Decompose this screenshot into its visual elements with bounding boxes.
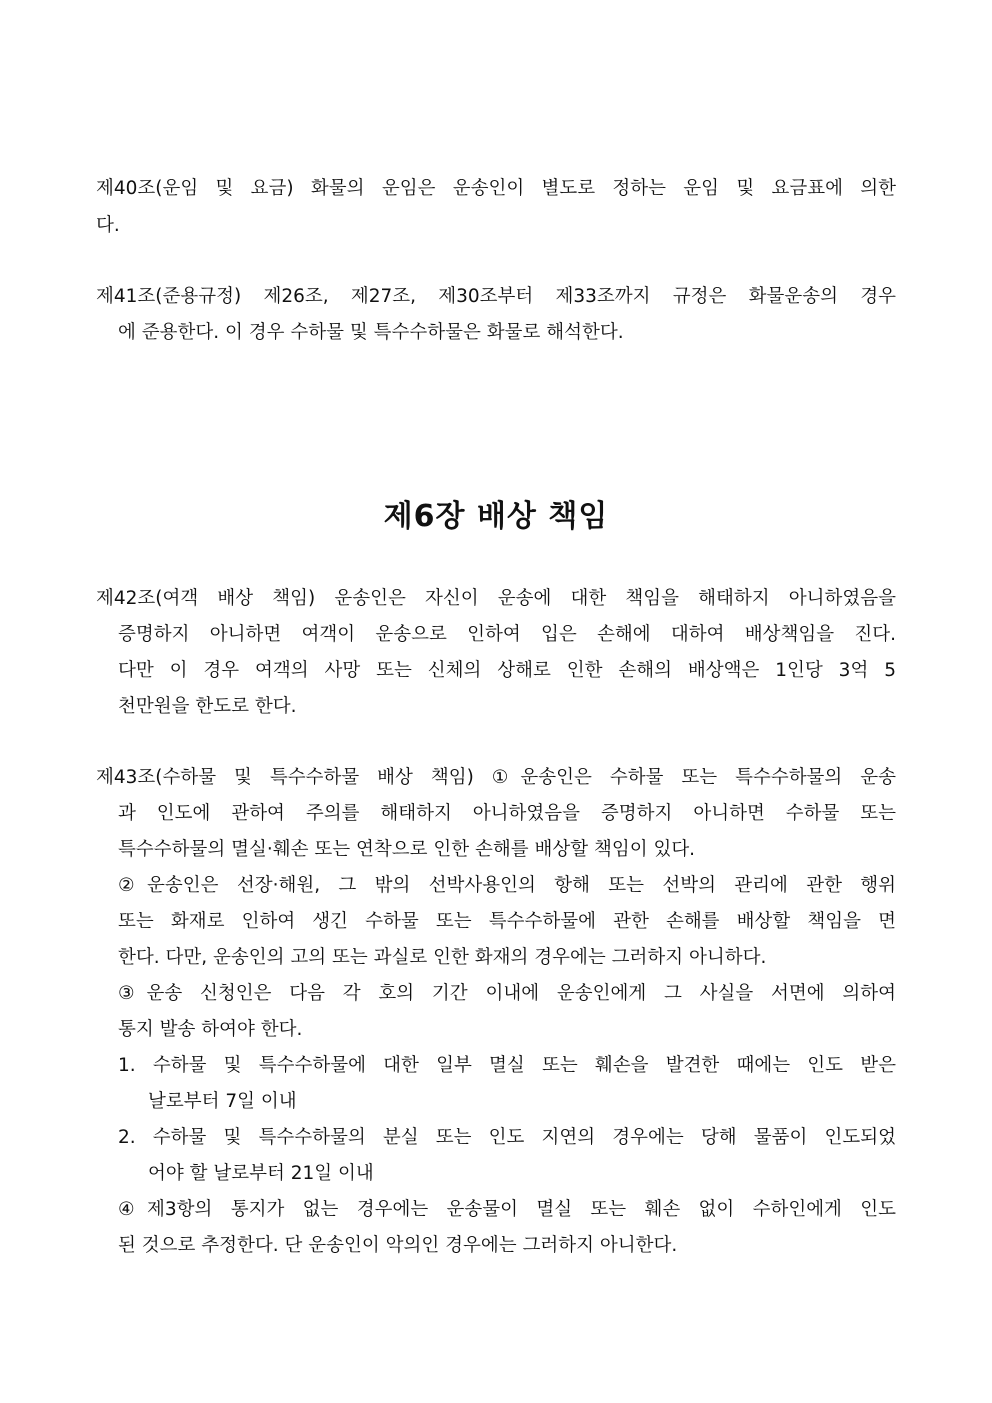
article-43-line-3: 특수수하물의 멸실·훼손 또는 연착으로 인한 손해를 배상할 책임이 있다. [118, 839, 696, 860]
article-43-clause-3-line-1: ③운송 신청인은 다음 각 호의 기간 이내에 운송인에게 그 사실을 서면에 의하여 [118, 983, 896, 1004]
article-43-item-2-line-2: 어야 할 날로부터 21일 이내 [148, 1163, 374, 1184]
article-43-line-1: 제43조(수하물 및 특수수하물 배상 책임) ①운송인은 수하물 또는 특수수하물의 운송 [96, 767, 896, 788]
article-42-line-2: 증명하지 아니하면 여객이 운송으로 인하여 입은 손해에 대하여 배상책임을 진다. [118, 624, 896, 645]
article-42-line-4: 천만원을 한도로 한다. [118, 696, 297, 717]
article-41-line-2: 에 준용한다. 이 경우 수하물 및 특수수하물은 화물로 해석한다. [118, 322, 624, 343]
article-42-line-3: 다만 이 경우 여객의 사망 또는 신체의 상해로 인한 손해의 배상액은 1인당 3억 5 [118, 660, 896, 681]
article-40-line-1: 제40조(운임 및 요금) 화물의 운임은 운송인이 별도로 정하는 운임 및 요금표에 의한 [96, 178, 896, 199]
article-41-line-1: 제41조(준용규정) 제26조, 제27조, 제30조부터 제33조까지 규정은 화물운송의 경우 [96, 286, 896, 307]
chapter-title: 제6장 배상 책임 [383, 499, 609, 534]
article-43-clause-4-line-1: ④제3항의 통지가 없는 경우에는 운송물이 멸실 또는 훼손 없이 수하인에게 인도 [118, 1199, 896, 1220]
article-43-item-2-line-1: 2. 수하물 및 특수수하물의 분실 또는 인도 지연의 경우에는 당해 물품이 인도되었 [118, 1127, 896, 1148]
article-40-line-2: 다. [96, 215, 120, 236]
article-43-item-1-line-2: 날로부터 7일 이내 [148, 1091, 297, 1112]
article-43-clause-3-line-2: 통지 발송 하여야 한다. [118, 1019, 303, 1040]
article-43-item-1-line-1: 1. 수하물 및 특수수하물에 대한 일부 멸실 또는 훼손을 발견한 때에는 인도 받은 [118, 1055, 896, 1076]
article-42-line-1: 제42조(여객 배상 책임) 운송인은 자신이 운송에 대한 책임을 해태하지 아니하였음을 [96, 588, 896, 609]
article-43-clause-2-line-2: 또는 화재로 인하여 생긴 수하물 또는 특수수하물에 관한 손해를 배상할 책임을 면 [118, 911, 896, 932]
article-43-clause-2-line-3: 한다. 다만, 운송인의 고의 또는 과실로 인한 화재의 경우에는 그러하지 아니하다. [118, 947, 767, 968]
article-43-line-2: 과 인도에 관하여 주의를 해태하지 아니하였음을 증명하지 아니하면 수하물 또는 [118, 803, 896, 824]
article-43-clause-2-line-1: ②운송인은 선장·해원, 그 밖의 선박사용인의 항해 또는 선박의 관리에 관한 행위 [118, 875, 896, 896]
article-43-clause-4-line-2: 된 것으로 추정한다. 단 운송인이 악의인 경우에는 그러하지 아니한다. [118, 1235, 678, 1256]
